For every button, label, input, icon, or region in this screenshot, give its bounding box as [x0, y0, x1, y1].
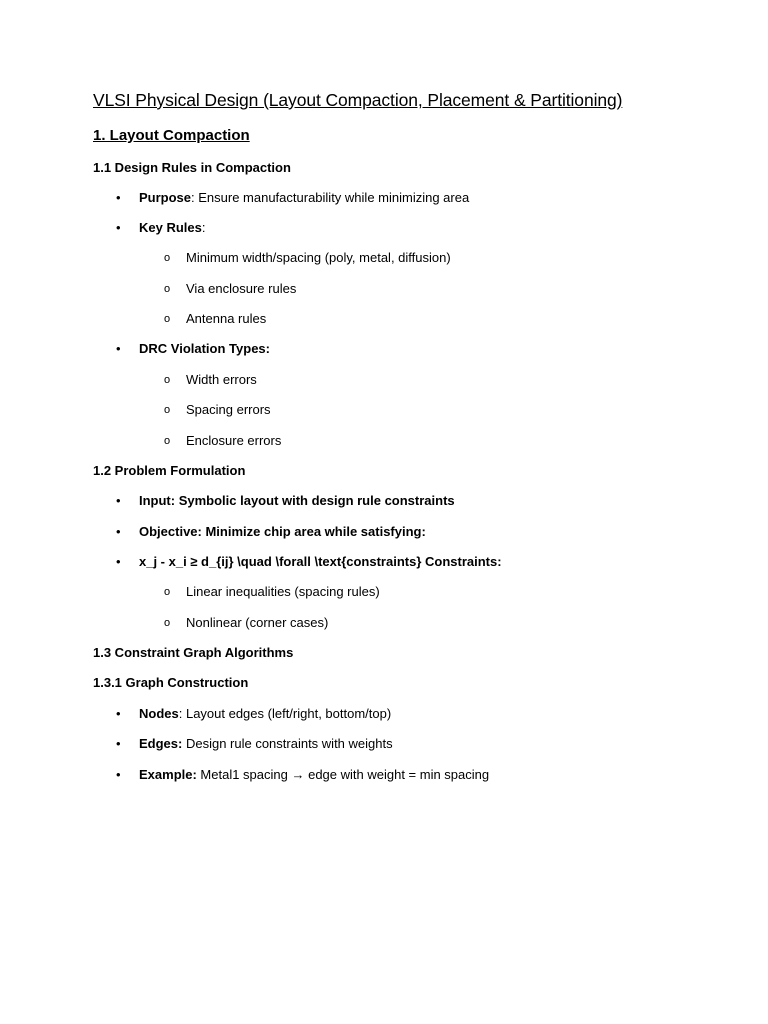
sub-list-item-text: Antenna rules [186, 311, 267, 326]
sub-bullet-icon: o [164, 435, 171, 447]
sub-bullet-icon: o [164, 252, 171, 264]
sub-list-item [164, 311, 267, 327]
sub-list-item [164, 402, 271, 418]
purpose-text: : Ensure manufacturability while minimizing area [191, 190, 470, 205]
key-rules-label: Key Rules [139, 220, 202, 235]
document-title: VLSI Physical Design (Layout Compaction, Placement & Partitioning) [93, 90, 623, 110]
list-item-input [116, 493, 455, 509]
bullet-icon: • [116, 341, 121, 356]
subsection-heading-problem-formulation: 1.2 Problem Formulation [93, 463, 246, 478]
nodes-label: Nodes [139, 706, 179, 721]
section-heading-layout-compaction: 1. Layout Compaction [93, 127, 250, 144]
sub-list-item-text: Enclosure errors [186, 433, 282, 448]
bullet-icon: • [116, 524, 121, 539]
sub-list-item [164, 372, 257, 388]
sub-list-item-text: Linear inequalities (spacing rules) [186, 584, 380, 599]
sub-list-item-text: Nonlinear (corner cases) [186, 615, 329, 630]
sub-bullet-icon: o [164, 313, 171, 325]
sub-list-item [164, 250, 451, 266]
bullet-icon: • [116, 493, 121, 508]
subsection-heading-constraint-graph: 1.3 Constraint Graph Algorithms [93, 645, 294, 660]
list-item-purpose [116, 190, 470, 206]
constraint-text: x_j - x_i ≥ d_{ij} \quad \forall \text{constraints} Constraints: [139, 554, 502, 569]
list-item-key-rules [116, 220, 206, 236]
sub-bullet-icon: o [164, 586, 171, 598]
list-item-nodes [116, 706, 392, 722]
sub-list-item [164, 281, 297, 297]
sub-list-item [164, 615, 329, 631]
bullet-icon: • [116, 554, 121, 569]
list-item-objective [116, 524, 426, 540]
input-text: Input: Symbolic layout with design rule constraints [139, 493, 455, 508]
sub-list-item [164, 584, 380, 600]
bullet-icon: • [116, 736, 121, 751]
key-rules-colon: : [201, 220, 206, 235]
sub-list-item-text: Width errors [186, 372, 257, 387]
edges-text: Design rule constraints with weights [182, 736, 393, 751]
example-text: Metal1 spacing → edge with weight = min spacing [196, 767, 490, 782]
sub-list-item-text: Spacing errors [186, 402, 271, 417]
subsection-heading-design-rules: 1.1 Design Rules in Compaction [93, 160, 291, 175]
list-item-constraint [116, 554, 502, 570]
objective-text: Objective: Minimize chip area while satisfying: [139, 524, 426, 539]
sub-list-item-text: Minimum width/spacing (poly, metal, diffusion) [186, 250, 451, 265]
sub-bullet-icon: o [164, 374, 171, 386]
bullet-icon: • [116, 220, 121, 235]
nodes-text: : Layout edges (left/right, bottom/top) [178, 706, 392, 721]
sub-list-item-text: Via enclosure rules [186, 281, 297, 296]
list-item-example [116, 767, 490, 783]
bullet-icon: • [116, 190, 121, 205]
sub-bullet-icon: o [164, 617, 171, 629]
purpose-label: Purpose [139, 190, 192, 205]
list-item-edges [116, 736, 393, 752]
sub-list-item [164, 433, 282, 449]
edges-label: Edges: [139, 736, 183, 751]
bullet-icon: • [116, 767, 121, 782]
example-label: Example: [139, 767, 197, 782]
list-item-drc [116, 341, 270, 357]
sub-bullet-icon: o [164, 404, 171, 416]
sub-bullet-icon: o [164, 283, 171, 295]
subsection-heading-graph-construction: 1.3.1 Graph Construction [93, 675, 249, 690]
bullet-icon: • [116, 706, 121, 721]
drc-label: DRC Violation Types: [139, 341, 270, 356]
